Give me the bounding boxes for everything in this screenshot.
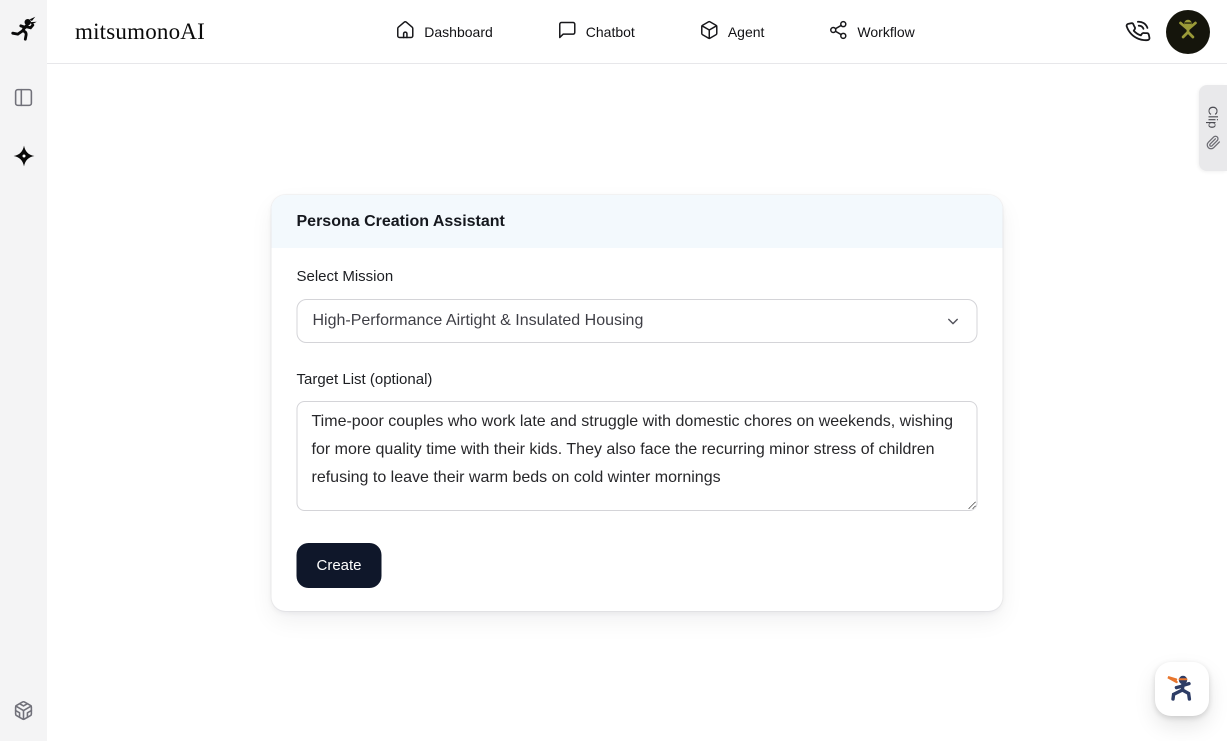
top-bar (47, 0, 1227, 64)
rail-icon-group (12, 64, 36, 171)
rail-bottom (13, 700, 34, 741)
user-avatar[interactable] (1166, 10, 1210, 54)
chevron-down-icon (945, 313, 962, 330)
left-rail (0, 0, 47, 741)
share-network-icon (828, 20, 848, 43)
create-button[interactable]: Create (297, 543, 382, 588)
page-title: Persona Creation Assistant (296, 213, 505, 230)
chat-bubble-icon (557, 20, 577, 43)
nav-item-agent[interactable] (699, 20, 765, 43)
codesandbox-icon (13, 700, 34, 724)
avatar-ninja-icon (1171, 13, 1205, 50)
mission-select[interactable] (297, 299, 978, 343)
clip-tab-label: Clip (1205, 105, 1221, 129)
app-logo[interactable] (0, 0, 47, 64)
panel-toggle-icon (13, 87, 34, 111)
sandbox-button[interactable] (13, 700, 34, 724)
phone-call-icon (1124, 17, 1152, 45)
spark-star-icon (12, 144, 36, 171)
brand-wordmark[interactable]: mitsumonoAI (75, 18, 205, 44)
ninja-run-icon (9, 14, 39, 51)
cube-icon (699, 20, 719, 43)
mission-selected-value: High-Performance Airtight & Insulated Housing (312, 312, 644, 329)
nav-label: Chatbot (585, 23, 635, 40)
assistant-fab[interactable] (1155, 662, 1209, 716)
clip-tab[interactable] (1199, 85, 1227, 171)
nav-item-dashboard[interactable] (395, 20, 493, 43)
nav-label: Workflow (857, 23, 915, 40)
topbar-right (1126, 10, 1210, 54)
persona-card-body (272, 248, 1003, 611)
spark-button[interactable] (12, 144, 36, 171)
content-area (47, 64, 1227, 741)
fab-ninja-icon (1164, 670, 1200, 709)
main-column (47, 0, 1227, 741)
phone-call-button[interactable] (1126, 20, 1150, 44)
nav-label: Dashboard (424, 23, 493, 40)
target-list-label: Target List (optional) (296, 371, 433, 388)
nav-item-workflow[interactable] (828, 20, 914, 43)
nav-item-chatbot[interactable] (557, 20, 635, 43)
primary-nav (395, 0, 914, 63)
mission-label: Select Mission (296, 268, 394, 285)
target-list-textarea[interactable] (297, 401, 978, 511)
home-icon (395, 20, 415, 43)
persona-card-header (272, 195, 1003, 248)
panel-toggle-button[interactable] (13, 87, 34, 111)
paperclip-icon (1206, 135, 1221, 150)
nav-label: Agent (727, 23, 765, 40)
persona-card (272, 195, 1003, 611)
